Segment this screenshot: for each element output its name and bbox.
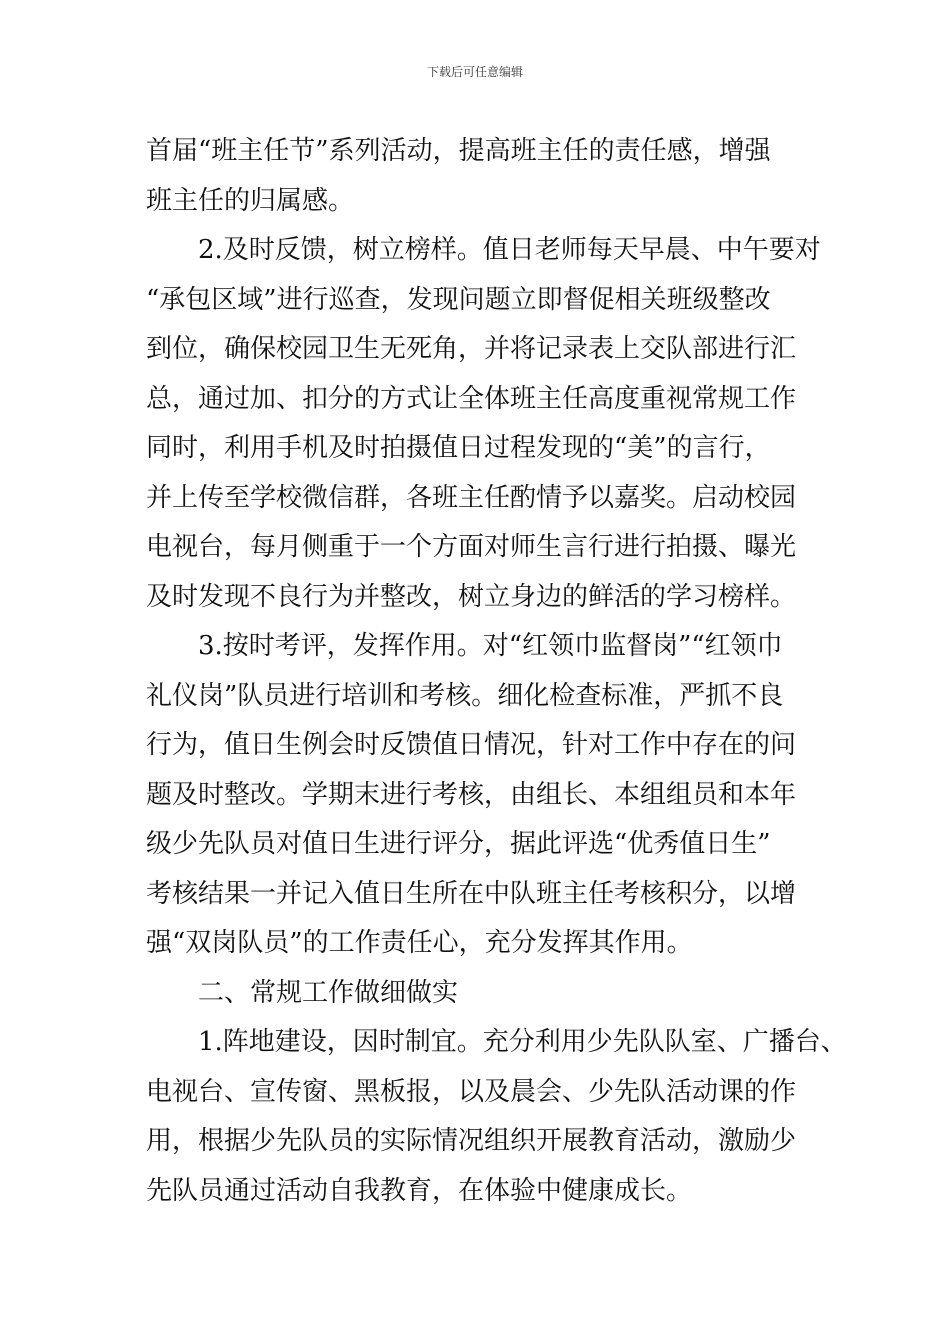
paragraph-start-line: 2.及时反馈，树立榜样。值日老师每天早晨、中午要对 <box>198 235 821 265</box>
section-heading: 二、常规工作做细做实 <box>198 977 459 1008</box>
text-line: 及时发现不良行为并整改，树立身边的鲜活的学习榜样。 <box>146 581 797 612</box>
text-line: 用，根据少先队员的实际情况组织开展教育活动，激励少 <box>146 1126 797 1156</box>
paragraph-start-line: 1.阵地建设，因时制宜。充分利用少先队队室、广播台、 <box>198 1027 847 1057</box>
text-line: 考核结果一并记入值日生所在中队班主任考核积分，以增 <box>146 878 797 909</box>
text-line: 先队员通过活动自我教育，在体验中健康成长。 <box>146 1175 693 1206</box>
page-header: 下载后可任意编辑 <box>426 65 523 79</box>
text-line: 礼仪岗”队员进行培训和考核。细化检查标准，严抓不良 <box>146 680 784 711</box>
text-line: 题及时整改。学期末进行考核，由组长、本组组员和本年 <box>146 779 797 810</box>
text-line: “承包区域”进行巡查，发现问题立即督促相关班级整改 <box>146 284 771 315</box>
text-line: 级少先队员对值日生进行评分，据此评选“优秀值日生” <box>146 829 771 859</box>
text-line: 强“双岗队员”的工作责任心，充分发挥其作用。 <box>146 928 693 958</box>
text-line: 班主任的归属感。 <box>146 185 355 216</box>
text-line: 总，通过加、扣分的方式让全体班主任高度重视常规工作 <box>146 383 797 414</box>
text-line: 同时，利用手机及时拍摄值日过程发现的“美”的言行， <box>146 433 771 463</box>
paragraph-start-line: 3.按时考评，发挥作用。对“红领巾监督岗”“红领巾 <box>198 631 783 661</box>
text-line: 到位，确保校园卫生无死角，并将记录表上交队部进行汇 <box>146 334 797 364</box>
document-body <box>146 127 846 1216</box>
text-line: 行为，值日生例会时反馈值日情况，针对工作中存在的问 <box>146 730 797 760</box>
text-line: 首届“班主任节”系列活动，提高班主任的责任感，增强 <box>146 136 771 166</box>
text-line: 并上传至学校微信群，各班主任酌情予以嘉奖。启动校园 <box>146 482 797 513</box>
text-line: 电视台、宣传窗、黑板报，以及晨会、少先队活动课的作 <box>146 1076 797 1107</box>
text-line: 电视台，每月侧重于一个方面对师生言行进行拍摄、曝光 <box>146 532 797 562</box>
